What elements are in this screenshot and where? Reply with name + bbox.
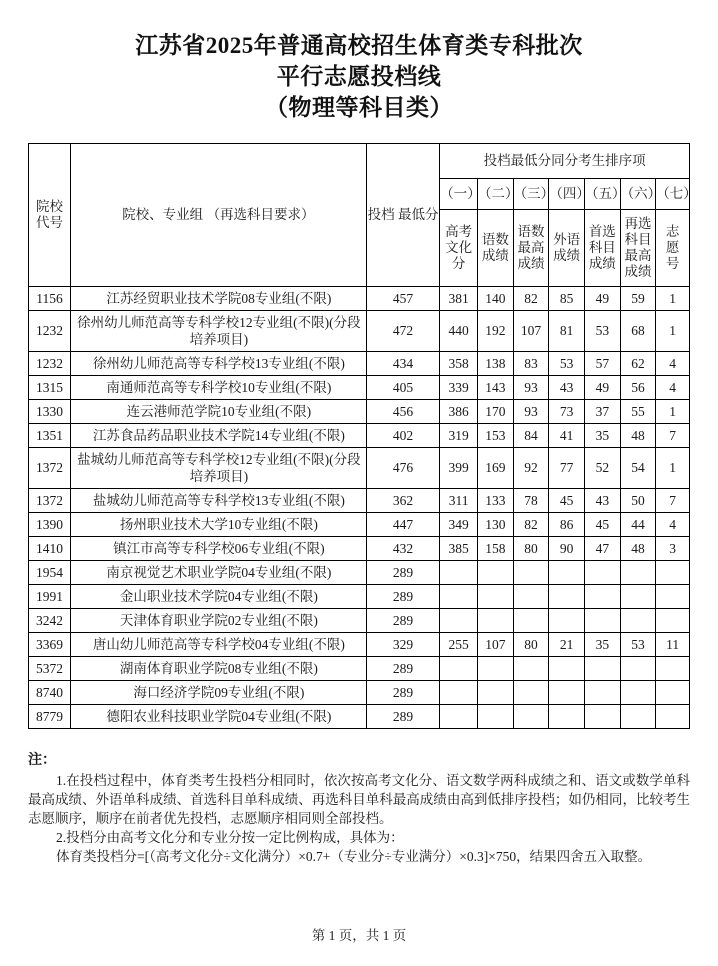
header-sub-3-l3: 成绩 (517, 256, 545, 271)
cell-rank-value-5: 57 (584, 352, 620, 376)
cell-school-major-group: 海口经济学院09专业组(不限) (70, 681, 366, 705)
cell-min-score: 289 (366, 705, 439, 729)
header-rank-item-4: （四） (549, 179, 585, 210)
cell-min-score: 289 (366, 609, 439, 633)
header-sub-6-l1: 再选 (624, 216, 652, 231)
cell-school-major-group: 江苏经贸职业技术学院08专业组(不限) (70, 287, 366, 311)
header-sub-5-l3: 成绩 (588, 256, 616, 271)
header-sub-1-l2: 文化 (445, 240, 473, 255)
cell-rank-value-3: 78 (513, 489, 549, 513)
note-item-2: 2.投档分由高考文化分和专业分按一定比例构成，具体为： (56, 830, 404, 845)
header-school-major-group-line2: （再选科目要求） (206, 207, 315, 222)
cell-rank-value-1 (440, 609, 478, 633)
cell-rank-value-5 (584, 561, 620, 585)
cell-school-major-group: 镇江市高等专科学校06专业组(不限) (70, 537, 366, 561)
cell-min-score: 402 (366, 424, 439, 448)
cell-rank-value-4: 53 (549, 352, 585, 376)
table-row (29, 561, 690, 585)
page-title (0, 0, 718, 123)
cell-school-major-group: 盐城幼儿师范高等专科学校13专业组(不限) (70, 489, 366, 513)
cell-rank-value-6: 44 (620, 513, 656, 537)
cell-rank-value-2 (478, 657, 514, 681)
table-row (29, 657, 690, 681)
header-school-major-group-line1: 院校、专业组 (122, 207, 204, 222)
cell-rank-value-3: 82 (513, 287, 549, 311)
cell-school-code: 8740 (29, 681, 71, 705)
header-sub-7-l2: 愿 (665, 240, 680, 255)
cell-rank-value-2: 192 (478, 311, 514, 352)
header-sub-culture-score (440, 210, 478, 287)
header-rank-item-7: （七） (656, 179, 690, 210)
cell-rank-value-3: 80 (513, 537, 549, 561)
cell-rank-value-1: 349 (440, 513, 478, 537)
cell-min-score: 405 (366, 376, 439, 400)
cell-rank-value-2: 170 (478, 400, 514, 424)
cell-school-major-group: 金山职业技术学院04专业组(不限) (70, 585, 366, 609)
cell-rank-value-2: 138 (478, 352, 514, 376)
table-row (29, 489, 690, 513)
header-rank-item-5: （五） (584, 179, 620, 210)
cell-rank-value-3: 80 (513, 633, 549, 657)
cell-rank-value-7 (656, 609, 690, 633)
cell-rank-value-7: 7 (656, 424, 690, 448)
cell-school-code: 5372 (29, 657, 71, 681)
cell-rank-value-3 (513, 609, 549, 633)
cell-rank-value-5: 47 (584, 537, 620, 561)
score-table-container (28, 143, 697, 729)
cell-rank-value-6 (620, 609, 656, 633)
table-row (29, 287, 690, 311)
header-sub-6-l2: 科目 (624, 232, 652, 247)
cell-min-score: 456 (366, 400, 439, 424)
title-line-3: （物理等科目类） (265, 95, 453, 120)
cell-school-code: 1156 (29, 287, 71, 311)
table-row (29, 705, 690, 729)
header-school-code-line1: 院校 (35, 199, 63, 214)
cell-rank-value-4: 21 (549, 633, 585, 657)
cell-rank-value-6: 55 (620, 400, 656, 424)
table-row (29, 633, 690, 657)
cell-rank-value-5: 35 (584, 424, 620, 448)
cell-rank-value-7 (656, 705, 690, 729)
cell-rank-value-3: 92 (513, 448, 549, 489)
cell-rank-value-7: 1 (656, 448, 690, 489)
cell-min-score: 289 (366, 561, 439, 585)
header-sub-7-l3: 号 (665, 256, 680, 271)
cell-rank-value-3: 82 (513, 513, 549, 537)
cell-min-score: 362 (366, 489, 439, 513)
cell-rank-value-7: 11 (656, 633, 690, 657)
cell-rank-value-2 (478, 561, 514, 585)
cell-rank-value-3 (513, 585, 549, 609)
cell-rank-value-5 (584, 585, 620, 609)
admission-score-table (28, 143, 697, 729)
cell-rank-value-1: 381 (440, 287, 478, 311)
cell-rank-value-1: 255 (440, 633, 478, 657)
cell-rank-value-2: 143 (478, 376, 514, 400)
cell-rank-value-7: 4 (656, 513, 690, 537)
cell-min-score: 447 (366, 513, 439, 537)
cell-rank-value-4 (549, 657, 585, 681)
cell-school-major-group: 湖南体育职业学院08专业组(不限) (70, 657, 366, 681)
cell-rank-value-5: 37 (584, 400, 620, 424)
cell-rank-value-4: 43 (549, 376, 585, 400)
cell-rank-value-5: 45 (584, 513, 620, 537)
header-sub-2-l2: 成绩 (481, 248, 509, 263)
cell-rank-value-2 (478, 585, 514, 609)
cell-rank-value-4: 86 (549, 513, 585, 537)
cell-school-major-group: 盐城幼儿师范高等专科学校12专业组(不限)(分段培养项目) (70, 448, 366, 489)
header-sub-6-l3: 最高 (624, 248, 652, 263)
cell-rank-value-3 (513, 561, 549, 585)
header-tiebreak-group: 投档最低分同分考生排序项 (440, 144, 690, 179)
header-sub-chinese-math-score (478, 210, 514, 287)
cell-school-major-group: 徐州幼儿师范高等专科学校13专业组(不限) (70, 352, 366, 376)
cell-rank-value-4 (549, 585, 585, 609)
header-sub-3-l2: 最高 (517, 240, 545, 255)
header-school-code (29, 144, 71, 287)
cell-rank-value-4: 73 (549, 400, 585, 424)
cell-rank-value-6 (620, 561, 656, 585)
table-row (29, 513, 690, 537)
cell-rank-value-2 (478, 609, 514, 633)
cell-school-code: 1372 (29, 448, 71, 489)
header-school-code-line2: 代号 (35, 215, 63, 230)
cell-school-code: 3242 (29, 609, 71, 633)
header-sub-chinese-math-highest (513, 210, 549, 287)
header-min-score-line2: 最低分 (397, 207, 439, 222)
header-rank-item-2: （二） (478, 179, 514, 210)
cell-rank-value-2: 107 (478, 633, 514, 657)
cell-rank-value-6 (620, 705, 656, 729)
cell-school-major-group: 徐州幼儿师范高等专科学校12专业组(不限)(分段培养项目) (70, 311, 366, 352)
cell-rank-value-6: 59 (620, 287, 656, 311)
cell-school-code: 1351 (29, 424, 71, 448)
cell-rank-value-6: 56 (620, 376, 656, 400)
header-sub-4-l2: 成绩 (553, 248, 581, 263)
cell-rank-value-7: 3 (656, 537, 690, 561)
cell-min-score: 476 (366, 448, 439, 489)
table-row (29, 448, 690, 489)
cell-rank-value-5: 35 (584, 633, 620, 657)
cell-rank-value-5 (584, 681, 620, 705)
cell-rank-value-1: 399 (440, 448, 478, 489)
header-sub-4-l1: 外语 (553, 232, 581, 247)
header-sub-1-l3: 分 (451, 256, 466, 271)
cell-school-code: 1372 (29, 489, 71, 513)
page-footer (0, 924, 718, 944)
cell-rank-value-3: 107 (513, 311, 549, 352)
cell-min-score: 472 (366, 311, 439, 352)
cell-rank-value-4: 90 (549, 537, 585, 561)
title-line-2: 平行志愿投档线 (276, 64, 442, 89)
cell-min-score: 457 (366, 287, 439, 311)
cell-rank-value-4: 85 (549, 287, 585, 311)
header-min-score-line1: 投档 (367, 207, 395, 222)
table-row (29, 537, 690, 561)
cell-rank-value-7: 1 (656, 400, 690, 424)
cell-rank-value-6: 53 (620, 633, 656, 657)
cell-rank-value-6: 68 (620, 311, 656, 352)
cell-rank-value-5: 49 (584, 376, 620, 400)
cell-rank-value-6: 48 (620, 537, 656, 561)
table-row (29, 585, 690, 609)
cell-rank-value-5: 52 (584, 448, 620, 489)
cell-min-score: 434 (366, 352, 439, 376)
cell-rank-value-6 (620, 657, 656, 681)
cell-rank-value-2: 130 (478, 513, 514, 537)
cell-rank-value-4 (549, 705, 585, 729)
cell-min-score: 289 (366, 585, 439, 609)
cell-rank-value-5: 53 (584, 311, 620, 352)
cell-rank-value-6: 62 (620, 352, 656, 376)
cell-rank-value-1 (440, 561, 478, 585)
header-sub-foreign-language (549, 210, 585, 287)
cell-rank-value-7: 7 (656, 489, 690, 513)
cell-school-major-group: 南通师范高等专科学校10专业组(不限) (70, 376, 366, 400)
notes-section (28, 751, 690, 866)
cell-rank-value-2: 158 (478, 537, 514, 561)
cell-rank-value-1 (440, 681, 478, 705)
cell-rank-value-1: 440 (440, 311, 478, 352)
cell-rank-value-5 (584, 657, 620, 681)
cell-rank-value-5: 43 (584, 489, 620, 513)
cell-school-code: 1954 (29, 561, 71, 585)
header-sub-volunteer-number (656, 210, 690, 287)
cell-rank-value-4: 45 (549, 489, 585, 513)
cell-rank-value-1: 358 (440, 352, 478, 376)
header-sub-3-l1: 语数 (517, 224, 545, 239)
cell-rank-value-2: 133 (478, 489, 514, 513)
cell-rank-value-2: 153 (478, 424, 514, 448)
header-rank-item-1: （一） (440, 179, 478, 210)
cell-rank-value-4: 41 (549, 424, 585, 448)
table-row (29, 681, 690, 705)
cell-rank-value-6: 54 (620, 448, 656, 489)
cell-rank-value-7: 4 (656, 376, 690, 400)
cell-rank-value-6 (620, 585, 656, 609)
table-header (29, 144, 697, 287)
cell-school-code: 1991 (29, 585, 71, 609)
cell-rank-value-5: 49 (584, 287, 620, 311)
header-sub-5-l1: 首选 (588, 224, 616, 239)
cell-rank-value-2 (478, 705, 514, 729)
cell-rank-value-1 (440, 657, 478, 681)
cell-rank-value-1: 385 (440, 537, 478, 561)
cell-rank-value-5 (584, 705, 620, 729)
cell-school-code: 1232 (29, 352, 71, 376)
header-sub-7-l1: 志 (665, 224, 680, 239)
table-row (29, 352, 690, 376)
header-sub-5-l2: 科目 (588, 240, 616, 255)
note-item-1: 1.在投档过程中，体育类考生投档分相同时，依次按高考文化分、语文数学两科成绩之和、语文或数学单科最高成绩、外语单科成绩、首选科目单科成绩、再选科目单科最高成绩由高到低排序投档；如仍相同，比较考生志愿顺序，顺序在前者优先投档，志愿顺序相同则全部投档。 (28, 773, 690, 826)
cell-rank-value-7 (656, 561, 690, 585)
cell-rank-value-2: 140 (478, 287, 514, 311)
cell-min-score: 289 (366, 657, 439, 681)
table-body (29, 287, 690, 729)
cell-rank-value-1: 311 (440, 489, 478, 513)
header-min-score (366, 144, 439, 287)
cell-school-code: 1315 (29, 376, 71, 400)
cell-rank-value-6 (620, 681, 656, 705)
cell-rank-value-3: 93 (513, 376, 549, 400)
cell-rank-value-3 (513, 657, 549, 681)
cell-rank-value-7: 1 (656, 311, 690, 352)
cell-rank-value-4: 81 (549, 311, 585, 352)
header-sub-6-l4: 成绩 (624, 264, 652, 279)
cell-rank-value-5 (584, 609, 620, 633)
cell-rank-value-1: 339 (440, 376, 478, 400)
notes-label: 注： (28, 753, 56, 768)
table-row (29, 376, 690, 400)
header-sub-2-l1: 语数 (481, 232, 509, 247)
note-item-2-formula: 体育类投档分=[（高考文化分÷文化满分）×0.7+（专业分÷专业满分）×0.3]×750，结果四舍五入取整。 (56, 849, 652, 864)
cell-rank-value-4 (549, 609, 585, 633)
table-row (29, 424, 690, 448)
cell-min-score: 289 (366, 681, 439, 705)
cell-rank-value-7: 1 (656, 287, 690, 311)
cell-school-code: 8779 (29, 705, 71, 729)
cell-rank-value-3: 93 (513, 400, 549, 424)
header-sub-reselect-subject-highest (620, 210, 656, 287)
cell-rank-value-1 (440, 705, 478, 729)
cell-school-code: 1410 (29, 537, 71, 561)
cell-rank-value-3: 83 (513, 352, 549, 376)
table-row (29, 400, 690, 424)
cell-rank-value-3: 84 (513, 424, 549, 448)
cell-rank-value-7 (656, 681, 690, 705)
header-sub-first-choice-subject (584, 210, 620, 287)
table-row (29, 609, 690, 633)
cell-school-major-group: 德阳农业科技职业学院04专业组(不限) (70, 705, 366, 729)
cell-rank-value-7 (656, 585, 690, 609)
cell-rank-value-3 (513, 705, 549, 729)
cell-rank-value-1: 319 (440, 424, 478, 448)
header-school-major-group (70, 144, 366, 287)
cell-rank-value-4 (549, 561, 585, 585)
cell-rank-value-1: 386 (440, 400, 478, 424)
cell-rank-value-7: 4 (656, 352, 690, 376)
page-number-text: 第 1 页，共 1 页 (311, 928, 407, 943)
cell-rank-value-6: 50 (620, 489, 656, 513)
cell-rank-value-4 (549, 681, 585, 705)
cell-rank-value-2 (478, 681, 514, 705)
cell-rank-value-4: 77 (549, 448, 585, 489)
cell-rank-value-7 (656, 657, 690, 681)
cell-rank-value-3 (513, 681, 549, 705)
title-line-1: 江苏省2025年普通高校招生体育类专科批次 (135, 33, 583, 58)
cell-school-major-group: 连云港师范学院10专业组(不限) (70, 400, 366, 424)
cell-school-major-group: 扬州职业技术大学10专业组(不限) (70, 513, 366, 537)
cell-school-code: 1330 (29, 400, 71, 424)
cell-school-code: 1390 (29, 513, 71, 537)
cell-school-major-group: 天津体育职业学院02专业组(不限) (70, 609, 366, 633)
cell-rank-value-6: 48 (620, 424, 656, 448)
cell-rank-value-2: 169 (478, 448, 514, 489)
cell-school-major-group: 南京视觉艺术职业学院04专业组(不限) (70, 561, 366, 585)
header-rank-item-3: （三） (513, 179, 549, 210)
cell-school-major-group: 唐山幼儿师范高等专科学校04专业组(不限) (70, 633, 366, 657)
cell-school-code: 3369 (29, 633, 71, 657)
table-row (29, 311, 690, 352)
cell-rank-value-1 (440, 585, 478, 609)
cell-min-score: 329 (366, 633, 439, 657)
header-sub-1-l1: 高考 (445, 224, 473, 239)
cell-school-code: 1232 (29, 311, 71, 352)
cell-min-score: 432 (366, 537, 439, 561)
header-rank-item-6: （六） (620, 179, 656, 210)
cell-school-major-group: 江苏食品药品职业技术学院14专业组(不限) (70, 424, 366, 448)
